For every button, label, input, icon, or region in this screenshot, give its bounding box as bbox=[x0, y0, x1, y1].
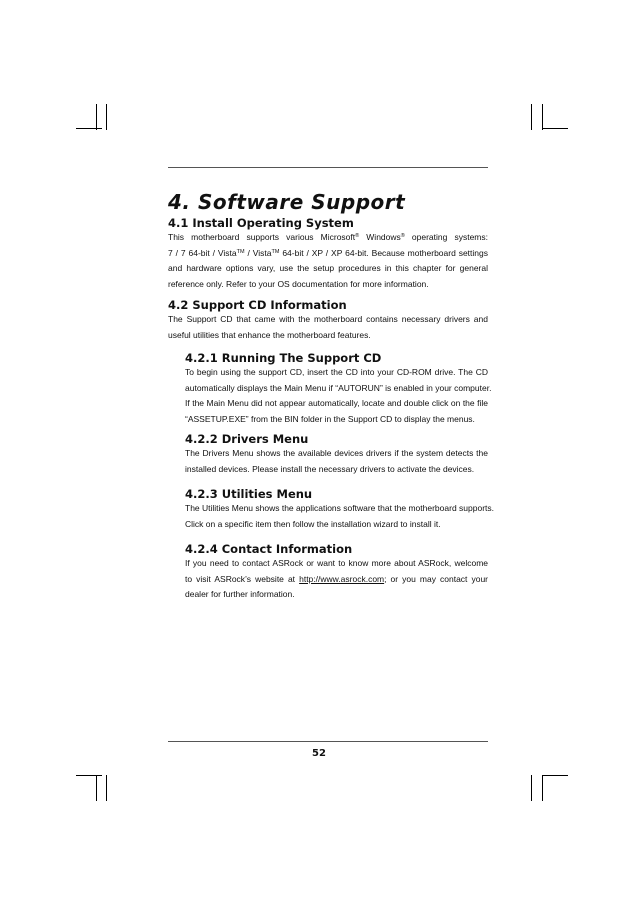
header-rule bbox=[168, 167, 488, 168]
text-line: The Utilities Menu shows the applications software that the motherboard supports. bbox=[185, 503, 494, 513]
text-line: If you need to contact ASRock or want to know more about ASRock, welcome bbox=[185, 558, 488, 568]
crop-mark bbox=[531, 104, 532, 130]
crop-mark bbox=[76, 775, 102, 776]
page-number: 52 bbox=[312, 748, 326, 759]
text-line: The Drivers Menu shows the available devices drivers if the system detects the bbox=[185, 448, 488, 458]
section-heading-4-1: 4.1 Install Operating System bbox=[168, 216, 354, 230]
section-4-2-2-body bbox=[185, 446, 488, 477]
crop-mark bbox=[542, 775, 543, 801]
crop-mark bbox=[96, 775, 97, 801]
text-line: and hardware options vary, use the setup procedures in this chapter for general bbox=[168, 263, 488, 274]
crop-mark bbox=[106, 104, 107, 130]
section-heading-4-2-4: 4.2.4 Contact Information bbox=[185, 542, 353, 556]
text-line: dealer for further information. bbox=[185, 589, 295, 600]
asrock-website-link[interactable]: http://www.asrock.com bbox=[299, 573, 385, 584]
text-line: This motherboard supports various Microsoft® Windows® operating systems: bbox=[168, 232, 488, 242]
crop-mark bbox=[76, 128, 102, 129]
crop-mark bbox=[106, 775, 107, 801]
crop-mark bbox=[542, 775, 568, 776]
section-4-2-1-body bbox=[185, 365, 492, 427]
text-line: If the Main Menu did not appear automatically, locate and double click on the file bbox=[185, 398, 488, 409]
crop-mark bbox=[542, 128, 568, 129]
section-4-2-body bbox=[168, 312, 488, 343]
text-line: installed devices. Please install the necessary drivers to activate the devices. bbox=[185, 463, 475, 474]
section-heading-4-2: 4.2 Support CD Information bbox=[168, 298, 347, 312]
text-line: Click on a specific item then follow the installation wizard to install it. bbox=[185, 518, 441, 529]
section-heading-4-2-3: 4.2.3 Utilities Menu bbox=[185, 487, 313, 501]
text-line: reference only. Refer to your OS documentation for more information. bbox=[168, 278, 429, 289]
section-4-1-body bbox=[168, 230, 488, 292]
crop-mark bbox=[531, 775, 532, 801]
crop-mark bbox=[542, 104, 543, 130]
chapter-title: 4. Software Support bbox=[168, 190, 406, 214]
footer-rule bbox=[168, 741, 488, 742]
text-line: The Support CD that came with the motherboard contains necessary drivers and bbox=[168, 314, 488, 324]
text-line: 7 / 7 64-bit / Vista™ / Vista™ 64-bit / XP / XP 64-bit. Because motherboard settings bbox=[168, 247, 488, 258]
section-heading-4-2-2: 4.2.2 Drivers Menu bbox=[185, 432, 309, 446]
text-line: To begin using the support CD, insert the CD into your CD-ROM drive. The CD bbox=[185, 367, 488, 377]
crop-mark bbox=[96, 104, 97, 130]
section-4-2-3-body bbox=[185, 501, 494, 532]
text-line: useful utilities that enhance the motherboard features. bbox=[168, 329, 371, 340]
text-line: automatically displays the Main Menu if “AUTORUN” is enabled in your computer. bbox=[185, 382, 492, 393]
section-heading-4-2-1: 4.2.1 Running The Support CD bbox=[185, 351, 382, 365]
section-4-2-4-body bbox=[185, 556, 488, 603]
text-line: to visit ASRock’s website at http://www.asrock.com; or you may contact your bbox=[185, 573, 489, 584]
text-line: “ASSETUP.EXE” from the BIN folder in the Support CD to display the menus. bbox=[185, 413, 475, 424]
